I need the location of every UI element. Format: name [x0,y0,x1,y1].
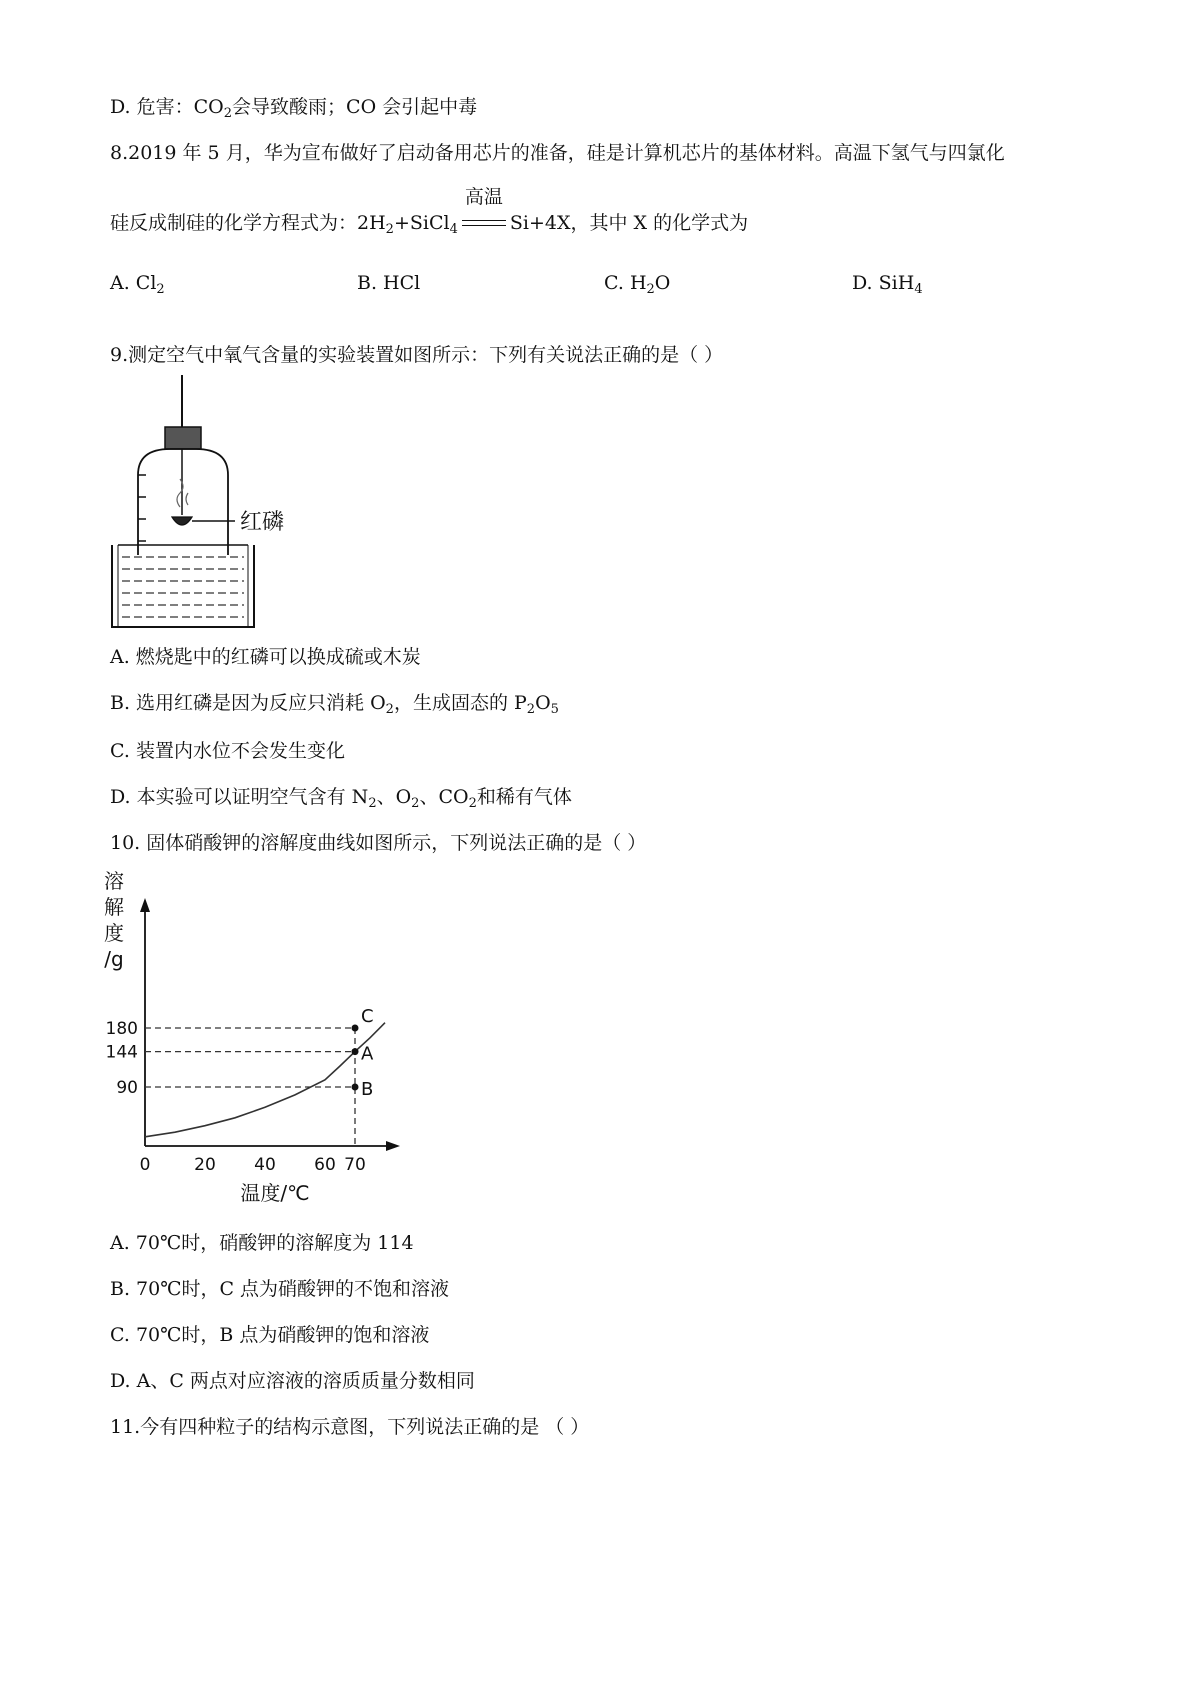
q8-option-d[interactable]: D. SiH$_4$ [852,272,923,297]
y-tick-90: 90 [116,1077,138,1098]
y-tick-144: 144 [105,1042,138,1063]
combustion-spoon [172,517,192,525]
solubility-chart [100,868,440,1208]
point-label-A: A [361,1043,374,1065]
point-B [352,1083,359,1090]
q10-stem: 10. 固体硝酸钾的溶解度曲线如图所示，下列说法正确的是（ ） [110,832,647,854]
q10-option-a[interactable]: A. 70℃时，硝酸钾的溶解度为 114 [110,1232,414,1254]
q9-option-c[interactable]: C. 装置内水位不会发生变化 [110,740,345,762]
x-axis-label: 温度/℃ [240,1181,310,1205]
y-tick-180: 180 [105,1018,138,1039]
q8-option-a[interactable]: A. $Cl_2$ [110,272,165,297]
data-points [352,1006,375,1100]
q9-option-d[interactable]: D. 本实验可以证明空气含有 $N_2$、$O_2$、$CO_2$和稀有气体 [110,786,572,811]
x-tick-0: 0 [139,1155,151,1175]
q8-option-c[interactable]: C. $H_2O$ [604,272,671,297]
q8-option-b[interactable]: B. HCl [357,272,421,294]
q7-option-d: D. 危害：$CO_2$会导致酸雨；CO 会引起中毒 [110,96,478,121]
q9-option-a[interactable]: A. 燃烧匙中的红磷可以换成硫或木炭 [110,646,421,668]
red-phosphorus-label: 红磷 [240,510,285,535]
bell-jar [138,449,228,555]
q8-stem-line2: 硅反成制硅的化学方程式为：$2H_2+SiCl_4$ 高温 Si+4X，其中 X 的化学式为 [110,186,749,237]
point-C [352,1024,359,1031]
point-A [352,1048,359,1055]
q9-option-b[interactable]: B. 选用红磷是因为反应只消耗 $O_2$，生成固态的 $P_2O_5$ [110,692,559,717]
x-tick-40: 40 [254,1155,276,1175]
y-label-char: 解 [104,895,124,919]
reaction-condition: 高温 [460,214,508,234]
x-tick-labels [140,1155,366,1175]
y-axis-arrow [140,898,150,912]
dashed-guides [145,1028,355,1146]
q8-stem-line1: 8.2019 年 5 月，华为宣布做好了启动备用芯片的准备，硅是计算机芯片的基体材料。高温下氢气与四氯化 [110,142,1005,164]
y-tick-labels [106,1019,138,1098]
q9-stem: 9.测定空气中氧气含量的实验装置如图所示：下列有关说法正确的是（ ） [110,344,724,366]
x-tick-20: 20 [194,1155,216,1175]
y-label-char: 溶 [104,869,124,893]
y-axis-label [104,869,124,971]
q11-stem: 11.今有四种粒子的结构示意图，下列说法正确的是 （ ） [110,1416,590,1438]
solubility-curve [145,1023,385,1137]
y-label-char: /g [104,947,124,971]
oxygen-experiment-figure [110,375,340,630]
stopper [165,427,201,449]
x-tick-70: 70 [344,1155,366,1175]
q10-option-c[interactable]: C. 70℃时，B 点为硝酸钾的饱和溶液 [110,1324,430,1346]
y-label-char: 度 [104,921,124,945]
x-tick-60: 60 [314,1155,336,1175]
x-axis-arrow [386,1141,400,1151]
equals-sign [462,220,506,226]
point-label-C: C [361,1005,374,1027]
q10-option-d[interactable]: D. A、C 两点对应溶液的溶质质量分数相同 [110,1370,475,1392]
point-label-B: B [361,1078,374,1100]
q10-option-b[interactable]: B. 70℃时，C 点为硝酸钾的不饱和溶液 [110,1278,450,1300]
